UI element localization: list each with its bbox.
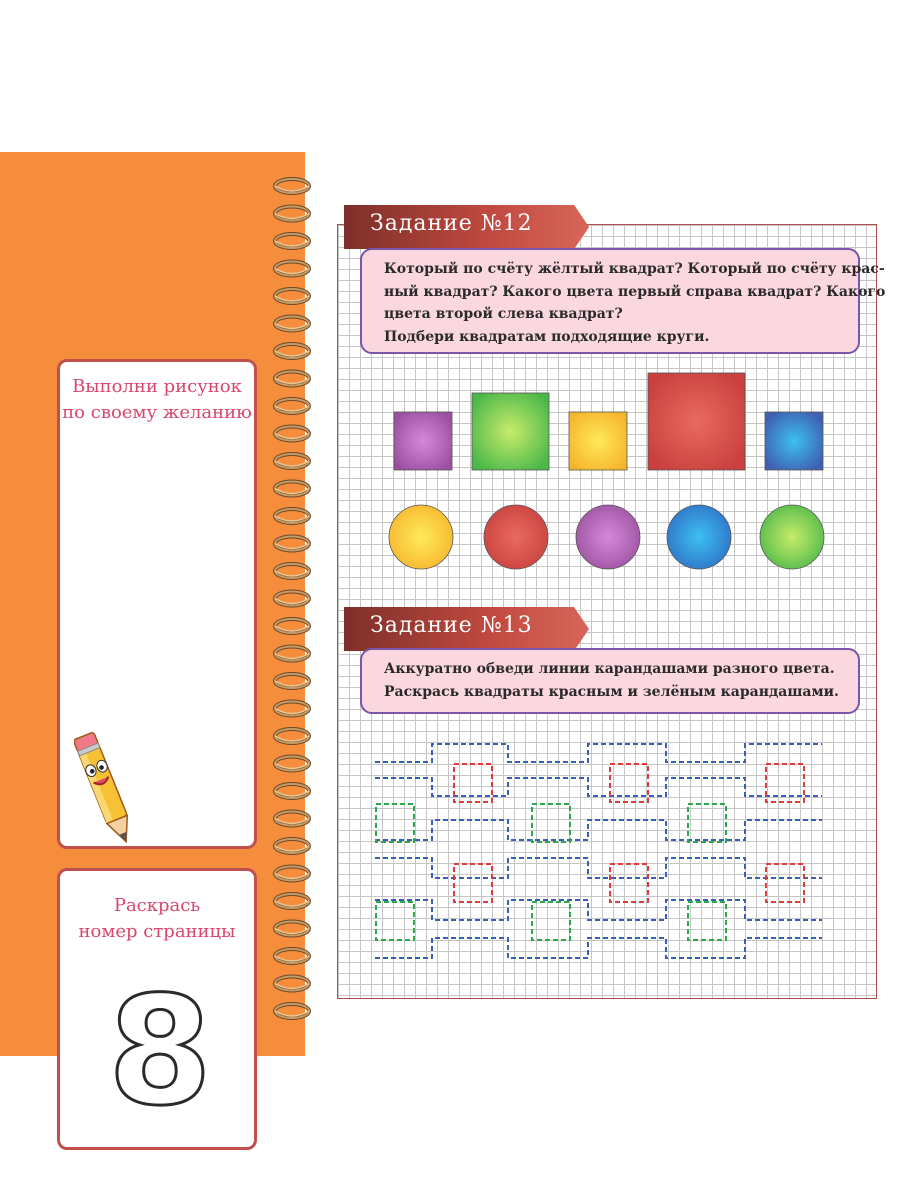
- spiral-ring: [275, 702, 309, 716]
- spiral-binding: [262, 172, 322, 1032]
- orange-sidebar: [0, 152, 305, 1119]
- spiral-ring: [275, 729, 309, 743]
- dashed-line: [375, 900, 822, 920]
- spiral-ring: [275, 509, 309, 523]
- spiral-ring: [275, 647, 309, 661]
- spiral-ring: [275, 839, 309, 853]
- spiral-ring: [275, 619, 309, 633]
- spiral-ring: [275, 977, 309, 991]
- instruction-line: Подбери квадратам подходящие круги.: [384, 328, 710, 345]
- instruction-line: Раскрась квадраты красным и зелёным карандашами.: [384, 683, 839, 700]
- circle-red: [484, 505, 548, 569]
- circle-purple: [576, 505, 640, 569]
- spiral-ring: [275, 1004, 309, 1018]
- spiral-ring: [275, 317, 309, 331]
- dashed-tracing-pattern: [370, 740, 830, 965]
- dashed-line: [375, 744, 822, 762]
- spiral-ring: [275, 427, 309, 441]
- circle-blue: [667, 505, 731, 569]
- dashed-green-square: [376, 804, 414, 842]
- spiral-ring: [275, 674, 309, 688]
- smiling-pencil-icon: [74, 722, 134, 856]
- task-13-instructions: [360, 648, 860, 714]
- dashed-line: [375, 858, 822, 878]
- dashed-green-square: [532, 804, 570, 842]
- drawing-card-title: Выполни рисунок по своему желанию: [62, 376, 252, 423]
- drawing-card: [57, 359, 257, 849]
- instruction-line: Аккуратно обведи линии карандашами разного цвета.: [384, 661, 835, 677]
- spiral-ring: [275, 592, 309, 606]
- page-number-card: [57, 868, 257, 1150]
- spiral-ring: [275, 289, 309, 303]
- spiral-ring: [275, 179, 309, 193]
- spiral-ring: [275, 482, 309, 496]
- page-number-digit: 8: [107, 979, 213, 1119]
- spiral-ring: [275, 537, 309, 551]
- task-13-banner: [344, 607, 589, 651]
- instruction-line: цвета второй слева квадрат?: [384, 306, 623, 322]
- spiral-ring: [275, 757, 309, 771]
- dashed-line: [375, 820, 822, 840]
- square-green: [472, 393, 549, 470]
- square-blue: [765, 412, 823, 470]
- spiral-ring: [275, 344, 309, 358]
- spiral-ring: [275, 372, 309, 386]
- spiral-ring: [275, 564, 309, 578]
- spiral-ring: [275, 867, 309, 881]
- spiral-ring: [275, 262, 309, 276]
- spiral-ring: [275, 207, 309, 221]
- dashed-green-square: [532, 902, 570, 940]
- task-12-banner: [344, 205, 589, 249]
- task-12-title: Задание №12: [370, 211, 533, 236]
- dashed-green-square: [688, 902, 726, 940]
- colored-shapes: [380, 365, 840, 580]
- circle-yellow: [389, 505, 453, 569]
- instruction-line: Который по счёту жёлтый квадрат? Который по счёту крас-: [384, 261, 885, 277]
- spiral-ring: [275, 784, 309, 798]
- square-purple: [394, 412, 452, 470]
- square-yellow: [569, 412, 627, 470]
- square-red: [648, 373, 745, 470]
- spiral-ring: [275, 894, 309, 908]
- spiral-ring: [275, 949, 309, 963]
- task-13-title: Задание №13: [370, 613, 533, 638]
- dashed-line: [375, 778, 822, 796]
- page-number-card-title: Раскрась номер страницы: [78, 895, 236, 942]
- circle-green: [760, 505, 824, 569]
- dashed-line: [375, 938, 822, 958]
- spiral-ring: [275, 454, 309, 468]
- spiral-ring: [275, 399, 309, 413]
- dashed-red-square: [610, 864, 648, 902]
- dashed-red-square: [454, 864, 492, 902]
- dashed-green-square: [376, 902, 414, 940]
- spiral-ring: [275, 922, 309, 936]
- dashed-green-square: [688, 804, 726, 842]
- instruction-line: ный квадрат? Какого цвета первый справа квадрат? Какого: [384, 283, 886, 300]
- dashed-red-square: [766, 864, 804, 902]
- page-number-outline: [100, 979, 220, 1123]
- spiral-ring: [275, 812, 309, 826]
- task-12-instructions: [360, 248, 886, 354]
- spiral-ring: [275, 234, 309, 248]
